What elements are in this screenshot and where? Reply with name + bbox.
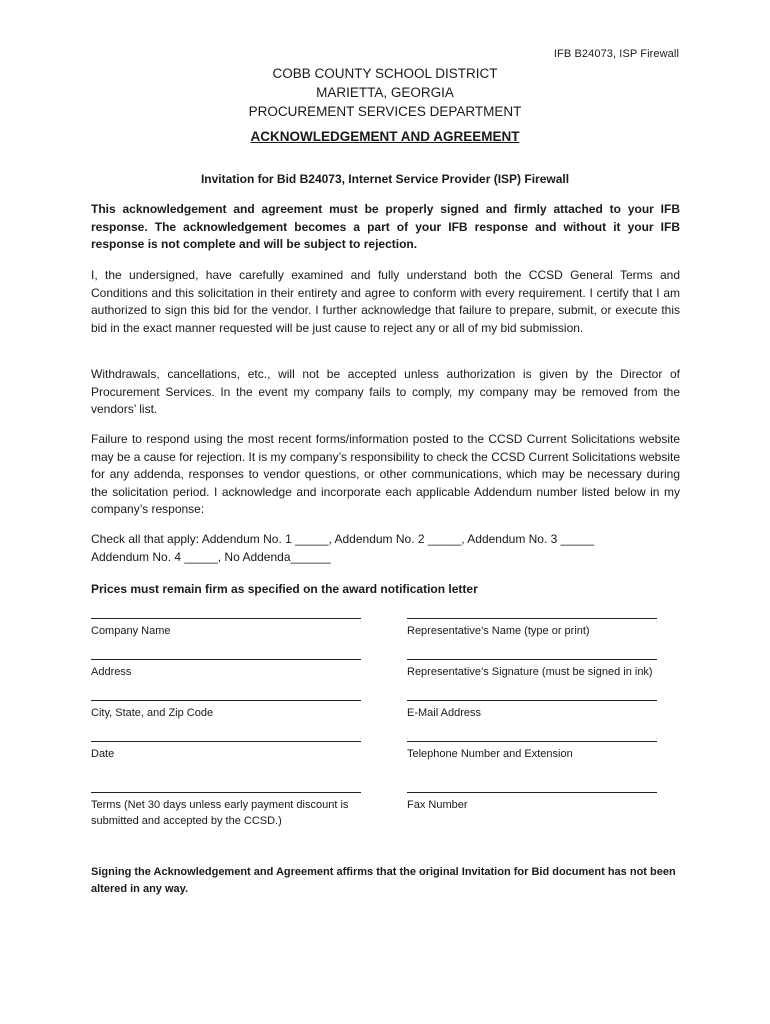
- signature-line: [91, 741, 361, 742]
- signature-line: [407, 792, 657, 793]
- telephone-field[interactable]: [407, 741, 657, 762]
- invitation-line: Invitation for Bid B24073, Internet Service Provider (ISP) Firewall: [200, 172, 570, 186]
- field-label: Address: [91, 666, 132, 678]
- field-label: E-Mail Address: [407, 707, 481, 719]
- header-line-department: PROCUREMENT SERVICES DEPARTMENT: [248, 104, 522, 119]
- email-field[interactable]: [407, 700, 657, 721]
- paragraph-attachment-notice: This acknowledgement and agreement must be properly signed and firmly attached to your IFB response. The acknowledgement becomes a part of your IFB response and without it your IFB response is not complete and will be subject to rejection.: [91, 202, 680, 252]
- affirmation-footer: Signing the Acknowledgement and Agreement affirms that the original Invitation for Bid document has not been altered in any way.: [91, 866, 676, 895]
- address-field[interactable]: [91, 659, 361, 680]
- date-field[interactable]: [91, 741, 361, 762]
- signature-line: [407, 618, 657, 619]
- fax-field[interactable]: [407, 792, 657, 813]
- addenda-checklist: [91, 531, 680, 566]
- paragraph-withdrawals: Withdrawals, cancellations, etc., will not be accepted unless authorization is given by the Director of Procurement Services. In the event my company fails to comply, my company may be removed from the vendors’ list.: [91, 367, 680, 417]
- document-header: [0, 64, 770, 121]
- document-reference: IFB B24073, ISP Firewall: [553, 48, 679, 60]
- document-title: ACKNOWLEDGEMENT AND AGREEMENT: [250, 129, 520, 144]
- representative-name-field[interactable]: [407, 618, 657, 639]
- signature-line: [407, 700, 657, 701]
- terms-field[interactable]: [91, 792, 361, 829]
- prices-firm-notice: Prices must remain firm as specified on the award notification letter: [91, 582, 478, 596]
- signature-line: [91, 659, 361, 660]
- signature-line: [91, 792, 361, 793]
- paragraph-addenda-responsibility: Failure to respond using the most recent forms/information posted to the CCSD Current Solicitations website may be a cause for rejection. It is my company’s responsibility to check the CCSD Current Solicitations website for any addenda, responses to vendor questions, or other communications, which may be necessary during the solicitation period. I acknowledge and incorporate each applicable Addendum number listed below in my company’s response:: [91, 432, 680, 517]
- city-state-zip-field[interactable]: [91, 700, 361, 721]
- addenda-line-2[interactable]: Addendum No. 4 _____, No Addenda______: [91, 549, 331, 564]
- field-label: Representative’s Name (type or print): [407, 625, 590, 637]
- signature-line: [407, 741, 657, 742]
- field-label: Date: [91, 748, 115, 760]
- field-label: Terms (Net 30 days unless early payment discount is submitted and accepted by the CCSD.): [91, 799, 349, 827]
- signature-line: [407, 659, 657, 660]
- signature-line: [91, 618, 361, 619]
- addenda-line-1[interactable]: Check all that apply: Addendum No. 1 _____, Addendum No. 2 _____, Addendum No. 3 _____: [91, 532, 595, 546]
- field-label: Representative’s Signature (must be signed in ink): [407, 666, 653, 678]
- header-line-city: MARIETTA, GEORGIA: [316, 85, 454, 100]
- field-label: City, State, and Zip Code: [91, 707, 214, 719]
- field-label: Telephone Number and Extension: [407, 748, 573, 760]
- company-name-field[interactable]: [91, 618, 361, 639]
- paragraph-certification: I, the undersigned, have carefully examined and fully understand both the CCSD General Terms and Conditions and this solicitation in their entirety and agree to conform with every requirement. I certify that I am authorized to sign this bid for the vendor. I further acknowledge that failure to prepare, submit, or execute this bid in the exact manner requested will be just cause to reject any or all of my bid submission.: [91, 268, 680, 335]
- field-label: Fax Number: [407, 799, 468, 811]
- representative-signature-field[interactable]: [407, 659, 657, 680]
- field-label: Company Name: [91, 625, 171, 637]
- signature-line: [91, 700, 361, 701]
- header-line-district: COBB COUNTY SCHOOL DISTRICT: [272, 66, 498, 81]
